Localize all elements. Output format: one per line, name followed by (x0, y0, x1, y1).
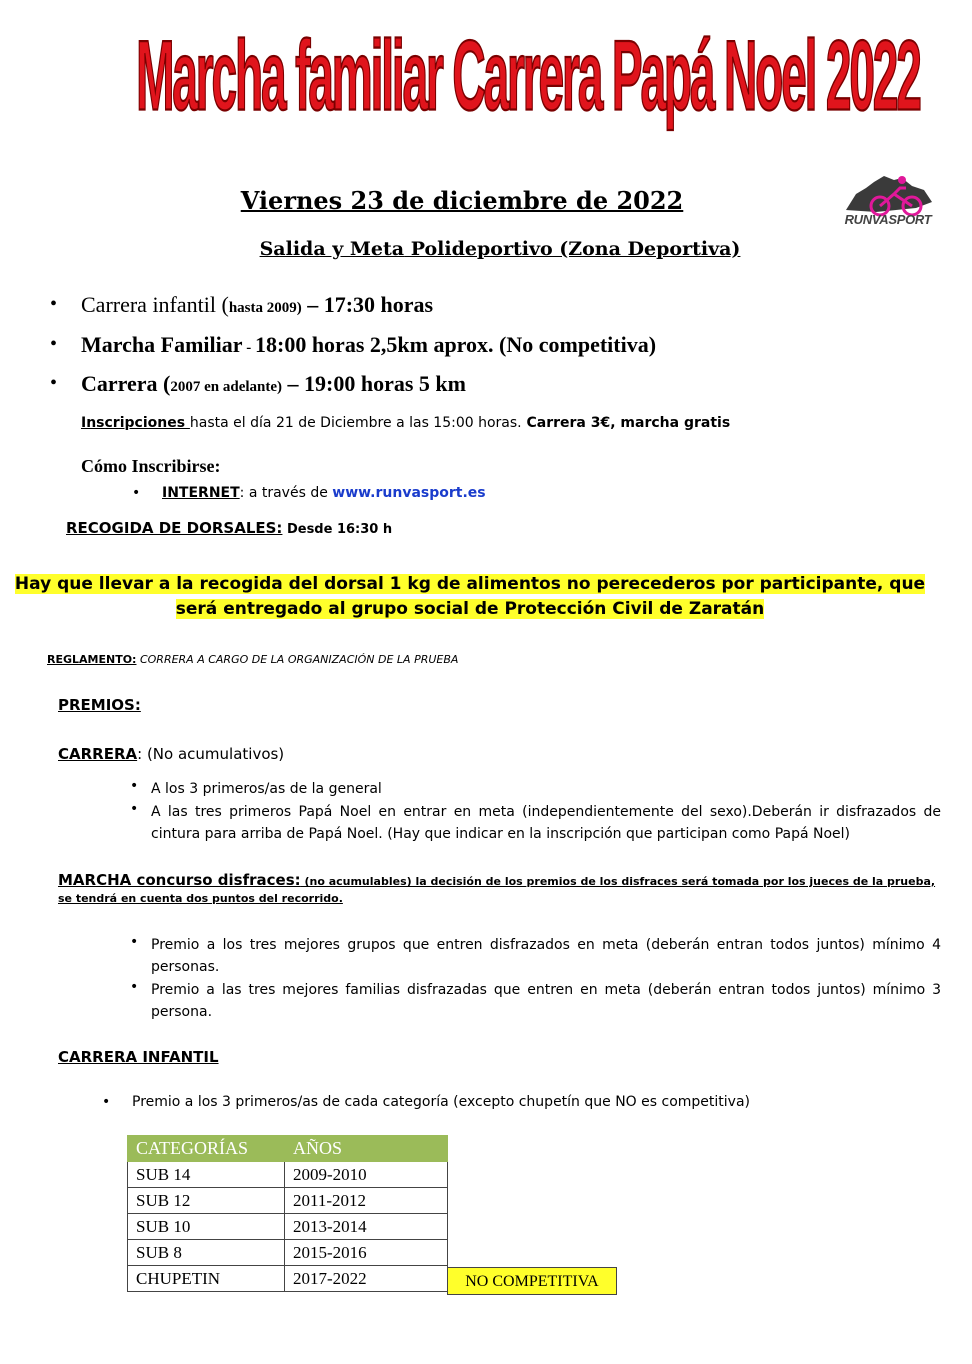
bullet-dot-icon: • (50, 333, 58, 355)
event-date: Viernes 23 de diciembre de 2022 (240, 186, 684, 215)
infantil-prize: Premio a los 3 primeros/as de cada categoría (excepto chupetín que NO es competitiva) (132, 1094, 750, 1110)
inscripciones-text: hasta el día 21 de Diciembre a las 15:00 horas. (189, 415, 522, 431)
inscripciones-line (81, 415, 730, 431)
table-row (128, 1188, 448, 1214)
table-row (128, 1214, 448, 1240)
event-item (81, 371, 466, 397)
marcha-prize: Premio a las tres mejores familias disfrazadas que entren en meta (deberán entran todos juntos) mínimo 3 persona. (151, 982, 941, 1020)
venue-rest: Polideportivo (Zona Deportiva) (404, 238, 741, 260)
bullet-dot-icon: • (130, 778, 139, 794)
table-cell: 2013-2014 (285, 1214, 448, 1240)
bullet-dot-icon: • (50, 372, 58, 394)
table-cell: 2017-2022 (285, 1266, 448, 1292)
runvasport-link[interactable]: www.runvasport.es (332, 485, 486, 501)
carrera-prize: A las tres primeros Papá Noel en entrar en meta (independientemente del sexo).Deberán ir disfrazados de cintura para arriba de Papá Noel. (Hay que indicar en la inscripción que participan como Papá Noel) (151, 804, 941, 842)
carrera-label: CARRERA (58, 745, 138, 763)
bullet-dot-icon: • (132, 485, 141, 501)
premios-heading: PREMIOS: (58, 696, 141, 714)
carrera-note: : (No acumulativos) (137, 745, 285, 763)
table-cell: CHUPETIN (128, 1266, 285, 1292)
bullet-dot-icon: • (130, 801, 139, 817)
como-inscribirse: Cómo Inscribirse: (81, 456, 221, 476)
recogida-label: RECOGIDA DE DORSALES: (66, 519, 283, 537)
marcha-note: (no acumulables) la decisión de los premios de los disfraces será tomada por los jueces de la prueba, se tendrá en cuenta dos puntos del recorrido. (58, 875, 936, 905)
reglamento-line (47, 653, 458, 666)
alimentos-line: Hay que llevar a la recogida del dorsal 1 kg de alimentos no perecederos por participante, que (14, 574, 926, 594)
table-row (128, 1266, 448, 1292)
event-time: – 17:30 horas (301, 292, 434, 317)
page-title: Marcha familiar Carrera Papá Noel 2022 (136, 19, 920, 132)
table-header-row (128, 1136, 448, 1162)
reglamento-label: REGLAMENTO: (47, 653, 137, 666)
inscripciones-price: Carrera 3€, marcha gratis (521, 415, 731, 431)
event-item (81, 332, 656, 358)
alimentos-line: será entregado al grupo social de Protección Civil de Zaratán (175, 599, 765, 619)
event-name: Carrera ( (81, 371, 171, 396)
table-cell: SUB 14 (128, 1162, 285, 1188)
internet-label: INTERNET (162, 485, 240, 501)
event-name: Marcha Familiar (81, 332, 243, 357)
event-venue (0, 238, 972, 260)
event-detail: - (242, 340, 255, 356)
table-row (128, 1240, 448, 1266)
table-cell: SUB 8 (128, 1240, 285, 1266)
internet-line (162, 485, 486, 501)
recogida-line (66, 518, 392, 537)
table-header: AÑOS (285, 1136, 448, 1162)
categories-table (127, 1135, 448, 1292)
event-time: 18:00 horas 2,5km aprox. (No competitiva) (255, 332, 657, 357)
bullet-dot-icon: • (130, 979, 139, 995)
reglamento-text: CORRERA A CARGO DE LA ORGANIZACIÓN DE LA PRUEBA (136, 653, 459, 666)
no-competitiva-badge: NO COMPETITIVA (447, 1267, 617, 1295)
carrera-prize: A los 3 primeros/as de la general (151, 781, 382, 797)
bullet-dot-icon: • (102, 1094, 111, 1110)
table-cell: SUB 10 (128, 1214, 285, 1240)
internet-text: : a través de (239, 485, 333, 501)
marcha-prize: Premio a los tres mejores grupos que entren disfrazados en meta (deberán entran todos juntos) mínimo 4 personas. (151, 937, 941, 975)
table-cell: 2011-2012 (285, 1188, 448, 1214)
marcha-label: MARCHA concurso disfraces: (58, 871, 301, 889)
table-cell: SUB 12 (128, 1188, 285, 1214)
table-row (128, 1162, 448, 1188)
alimentos-notice (0, 572, 940, 622)
bullet-dot-icon: • (50, 293, 58, 315)
inscripciones-label: Inscripciones (81, 415, 190, 431)
marcha-heading (58, 872, 940, 907)
event-item (81, 292, 433, 318)
recogida-time: Desde 16:30 h (282, 522, 393, 537)
event-detail: hasta 2009) (228, 300, 302, 316)
venue-prefix: Salida y Meta (259, 238, 405, 260)
table-header: CATEGORÍAS (128, 1136, 285, 1162)
event-time: – 19:00 horas 5 km (282, 371, 466, 396)
bullet-dot-icon: • (130, 934, 139, 950)
logo-text: RUNVASPORT (844, 212, 932, 227)
infantil-heading: CARRERA INFANTIL (58, 1048, 219, 1066)
carrera-heading (58, 745, 284, 763)
event-detail: 2007 en adelante) (170, 379, 283, 395)
table-cell: 2009-2010 (285, 1162, 448, 1188)
event-name: Carrera infantil ( (81, 292, 229, 317)
table-cell: 2015-2016 (285, 1240, 448, 1266)
